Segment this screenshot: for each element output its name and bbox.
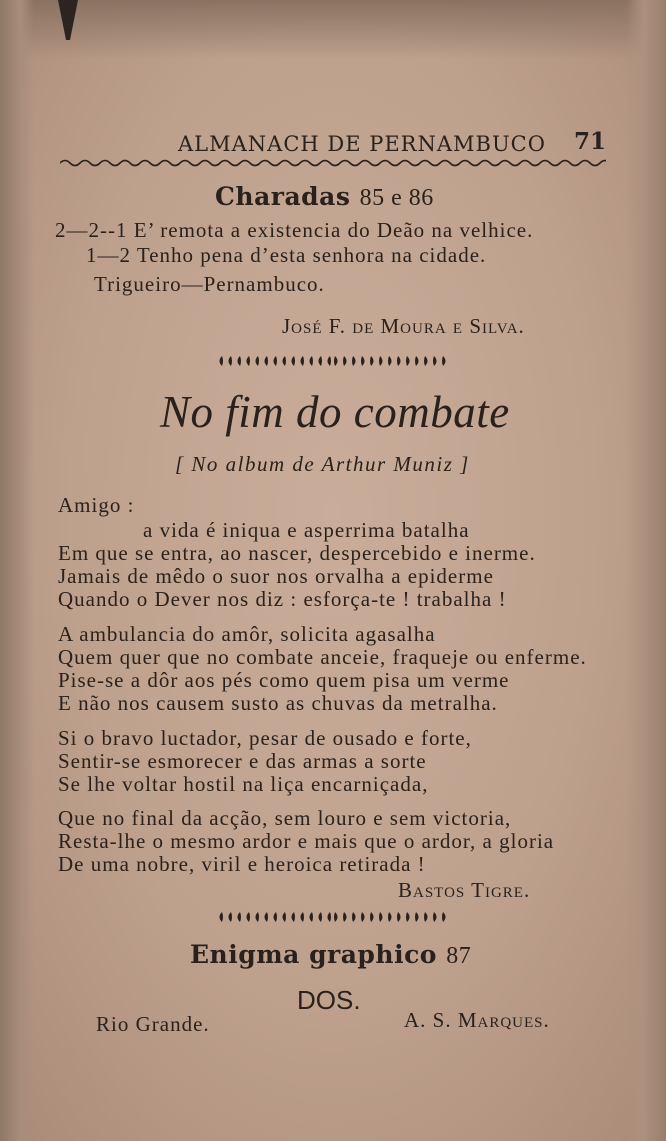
- poem-line: De uma nobre, viril e heroica retirada !: [58, 852, 426, 876]
- ornament-mark: [256, 356, 260, 366]
- ornament-mark: [334, 356, 338, 366]
- poem-line: E não nos causem susto as chuvas da metralha.: [58, 691, 498, 715]
- poem-line: Sentir-se esmorecer e das armas a sorte: [58, 749, 427, 773]
- poem-line: A ambulancia do amôr, solicita agasalha: [58, 622, 436, 646]
- ornament-mark: [319, 356, 323, 366]
- ornament-mark: [319, 912, 323, 922]
- charadas-author: José F. de Moura e Silva.: [282, 314, 525, 338]
- ornament-mark: [352, 912, 356, 922]
- ornament-mark: [238, 356, 242, 366]
- poem-line: Pise-se a dôr aos pés como quem pisa um verme: [58, 668, 510, 692]
- ornament-mark: [265, 912, 269, 922]
- enigma-author: A. S. Marques.: [404, 1008, 550, 1032]
- charadas-place: Trigueiro—Pernambuco.: [94, 272, 325, 296]
- enigma-title: Enigma graphico: [190, 940, 437, 969]
- ornament-mark: [415, 912, 419, 922]
- poem-line: a vida é iniqua e asperrima batalha: [143, 518, 470, 542]
- ornament-mark: [328, 912, 332, 922]
- poem-line: Jamais de mêdo o suor nos orvalha a epiderme: [58, 564, 494, 588]
- ornament-mark: [352, 356, 356, 366]
- ornament-mark: [292, 912, 296, 922]
- ornament-rule-top: [214, 352, 450, 370]
- page-top-shadow: [0, 0, 666, 60]
- ornament-mark: [220, 356, 224, 366]
- ornament-mark: [442, 912, 446, 922]
- poem-line: Quem quer que no combate anceie, fraqueje ou enferme.: [58, 645, 587, 669]
- ornament-mark: [301, 356, 305, 366]
- charada-line-1: 2—2--1 E’ remota a existencia do Deão na velhice.: [55, 218, 534, 242]
- enigma-place: Rio Grande.: [96, 1012, 210, 1036]
- poem-line: Que no final da acção, sem louro e sem victoria,: [58, 806, 512, 830]
- ornament-mark: [379, 356, 383, 366]
- ornament-mark: [274, 912, 278, 922]
- page-right-edge: [626, 0, 666, 1141]
- ornament-mark: [397, 356, 401, 366]
- ornament-mark: [220, 912, 224, 922]
- poem-author: Bastos Tigre.: [398, 878, 531, 902]
- ornament-rule-bottom: [214, 908, 450, 926]
- charadas-heading: [215, 182, 434, 212]
- ornament-mark: [406, 356, 410, 366]
- ornament-mark: [310, 912, 314, 922]
- poem-line: Si o bravo luctador, pesar de ousado e forte,: [58, 726, 472, 750]
- ornament-mark: [379, 912, 383, 922]
- ornament-mark: [343, 356, 347, 366]
- charada-line-2: 1—2 Tenho pena d’esta senhora na cidade.: [86, 243, 487, 267]
- ornament-mark: [397, 912, 401, 922]
- enigma-heading: [190, 940, 471, 970]
- ornament-mark: [283, 912, 287, 922]
- ornament-mark: [361, 912, 365, 922]
- ornament-mark: [388, 912, 392, 922]
- poem-dedication: [ No album de Arthur Muniz ]: [175, 452, 470, 476]
- ornament-mark: [274, 356, 278, 366]
- ornament-mark: [406, 912, 410, 922]
- ornament-mark: [370, 356, 374, 366]
- ornament-mark: [415, 356, 419, 366]
- ornament-mark: [292, 356, 296, 366]
- ornament-mark: [388, 356, 392, 366]
- ornament-mark: [433, 912, 437, 922]
- poem-line: Resta-lhe o mesmo ardor e mais que o ardor, a gloria: [58, 829, 555, 853]
- charadas-title: Charadas: [215, 182, 351, 211]
- poem-title: No fim do combate: [160, 387, 510, 437]
- ornament-mark: [247, 356, 251, 366]
- ornament-mark: [433, 356, 437, 366]
- ornament-mark: [229, 356, 233, 366]
- poem-line: Em que se entra, ao nascer, despercebido e inerme.: [58, 541, 536, 565]
- poem-salutation: Amigo :: [58, 493, 135, 517]
- ornament-mark: [370, 912, 374, 922]
- ornament-mark: [442, 356, 446, 366]
- charadas-numbers: 85 e 86: [359, 185, 434, 211]
- wavy-rule: [60, 156, 606, 170]
- ornament-mark: [343, 912, 347, 922]
- enigma-number: 87: [446, 943, 472, 969]
- ornament-mark: [310, 356, 314, 366]
- ornament-mark: [256, 912, 260, 922]
- ornament-mark: [283, 356, 287, 366]
- poem-line: Quando o Dever nos diz : esforça-te ! trabalha !: [58, 587, 507, 611]
- ornament-mark: [334, 912, 338, 922]
- page-left-edge: [0, 0, 34, 1141]
- poem-line: Se lhe voltar hostil na liça encarniçada,: [58, 772, 429, 796]
- ornament-mark: [247, 912, 251, 922]
- running-header: ALMANACH DE PERNAMBUCO: [178, 132, 546, 156]
- page-number: 71: [574, 128, 607, 155]
- ornament-mark: [301, 912, 305, 922]
- ornament-mark: [238, 912, 242, 922]
- ornament-mark: [328, 356, 332, 366]
- ornament-mark: [361, 356, 365, 366]
- ornament-mark: [424, 356, 428, 366]
- enigma-text: DOS.: [297, 985, 361, 1015]
- ornament-mark: [229, 912, 233, 922]
- ornament-mark: [424, 912, 428, 922]
- ornament-mark: [265, 356, 269, 366]
